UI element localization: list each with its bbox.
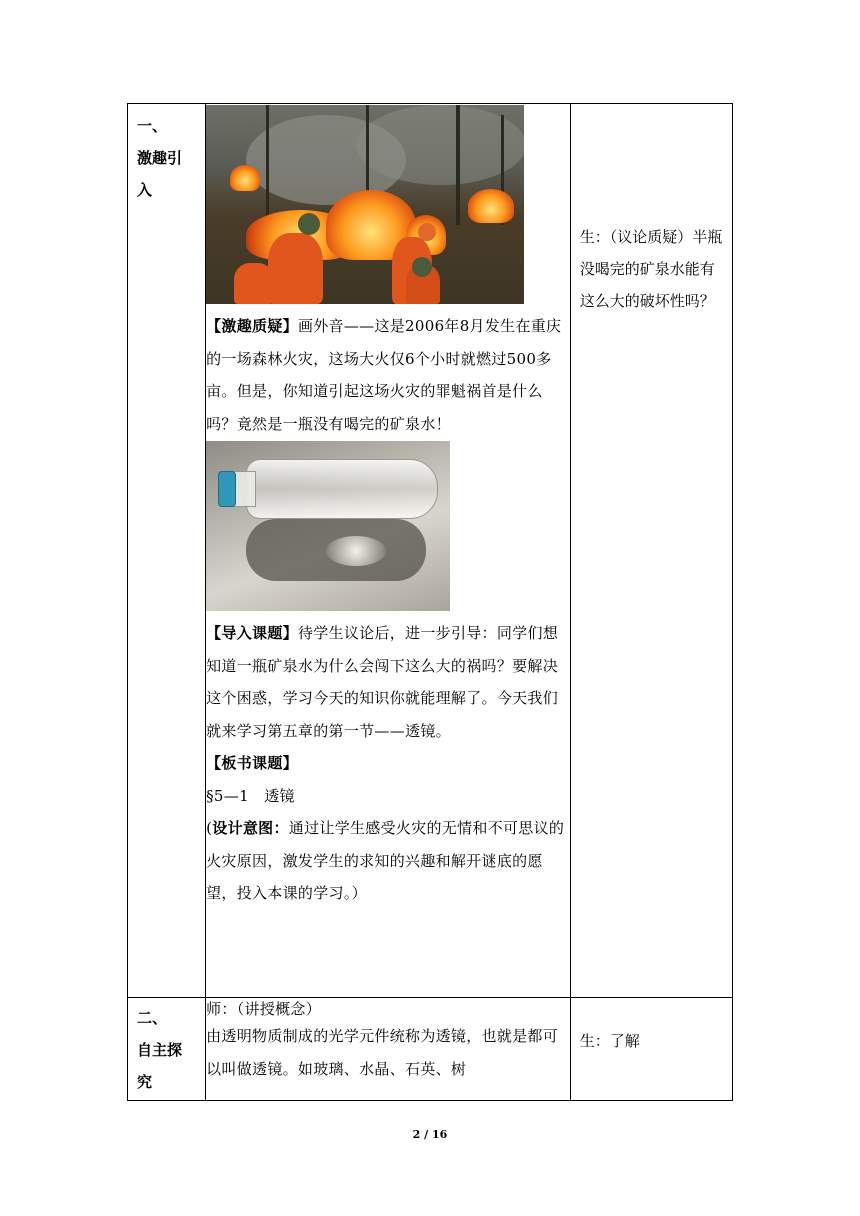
student-activity-cell [570,104,732,998]
stage-label: 一、 激趣引 入 [137,117,183,199]
topic-intro-paragraph: 【导入课题】待学生议论后，进一步引导：同学们想知道一瓶矿泉水为什么会闯下这么大的祸吗？要解决这个困惑，学习今天的知识你就能理解了。今天我们就来学习第五章的第一节——透镜。 [206,624,559,740]
lesson-plan-table [127,103,733,1101]
board-title-label: 【板书课题】 [206,754,298,772]
board-title: §5—1 透镜 [206,786,295,805]
student-response: 生：（议论质疑）半瓶没喝完的矿泉水能有这么大的破坏性吗？ [579,228,723,310]
page-number: 2 / 16 [412,1128,448,1141]
table-row [128,104,733,998]
stage-label: 二、 自主探 究 [137,1009,183,1091]
student-response: 生：了解 [579,1032,640,1050]
teacher-line: 师：（讲授概念） [206,1000,322,1018]
forest-fire-photo [206,105,524,304]
design-intent: (设计意图：通过让学生感受火灾的无情和不可思议的火灾原因，激发学生的求知的兴趣和解开谜底的愿望，投入本课的学习。） [206,819,565,902]
concept-paragraph: 由透明物质制成的光学元件统称为透镜，也就是都可以叫做透镜。如玻璃、水晶、石英、树 [206,1027,559,1078]
water-bottle-photo [206,441,450,611]
teacher-activity-cell [206,104,571,998]
stage-cell [128,998,206,1101]
student-activity-cell [570,998,732,1101]
teacher-activity-cell [206,998,571,1101]
stage-cell [128,104,206,998]
table-row [128,998,733,1101]
intro-paragraph: 【激趣质疑】画外音——这是2006年8月发生在重庆的一场森林火灾，这场大火仅6个小时就燃过500多亩。但是，你知道引起这场火灾的罪魁祸首是什么吗？竟然是一瓶没有喝完的矿泉水！ [206,317,562,433]
